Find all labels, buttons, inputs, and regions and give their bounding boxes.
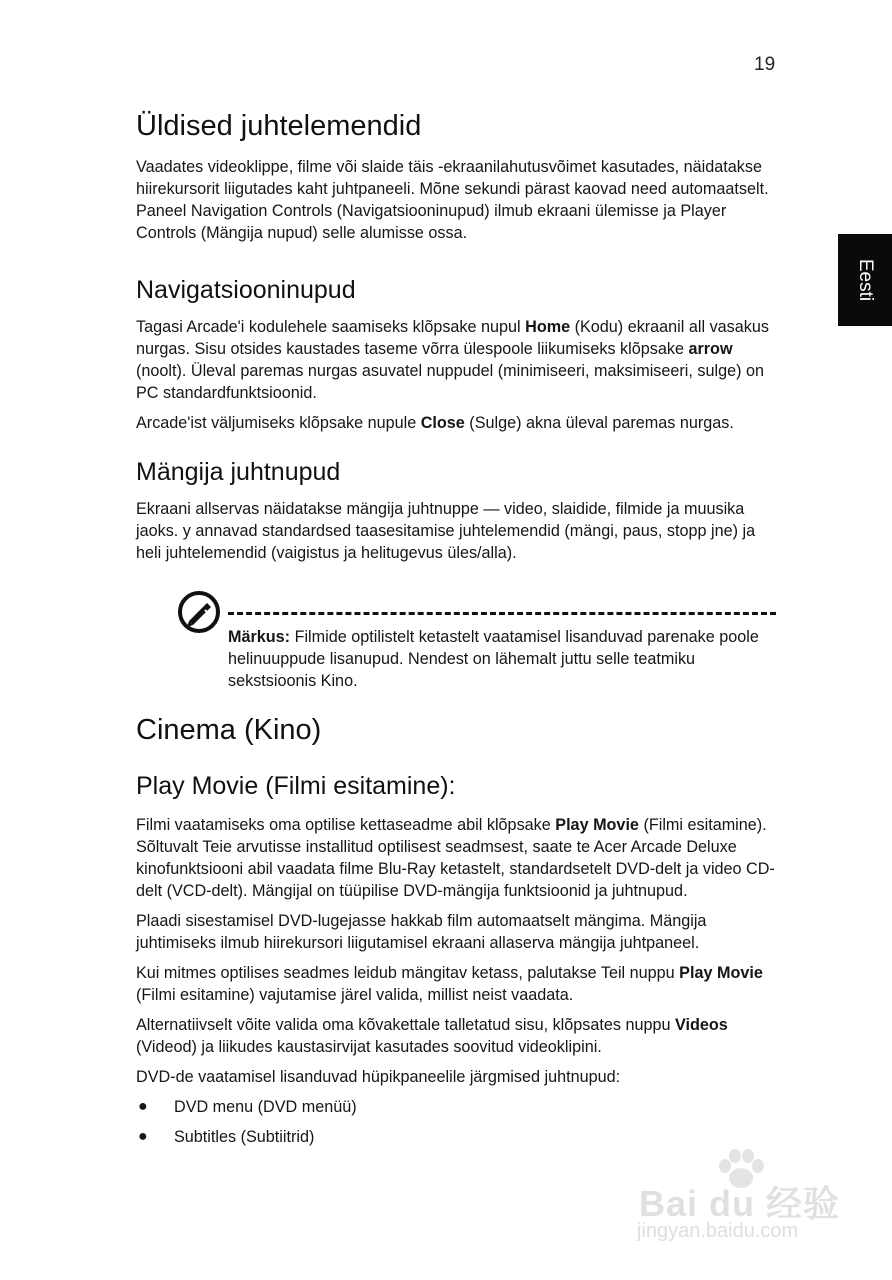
heading-general-controls: Üldised juhtelemendid [136,110,422,142]
videos-term: Videos [675,1016,728,1034]
home-term: Home [525,318,571,336]
heading-play-movie: Play Movie (Filmi esitamine): [136,772,456,800]
play-movie-paragraph-1: Filmi vaatamiseks oma optilise kettaseadme abil klõpsake Play Movie (Filmi esitamine). Sõltuvalt Teie arvutisse installitud optilisest seadmsest, saate te Acer Arcade Deluxe kinofunktsiooni abil vaadata filme Blu-Ray ketastelt, standardsetelt DVD-delt ja video CD-delt (VCD-delt). Mängijal on tüüpilise DVD-mängija funktsioonid ja juhtnupud. [136,816,775,900]
play-movie-paragraph-2: Plaadi sisestamisel DVD-lugejasse hakkab film automaatselt mängima. Mängija juhtimiseks ilmub hiirekursori liigutamisel ekraani allaserva mängija juhtpaneel. [136,912,707,952]
heading-player-controls: Mängija juhtnupud [136,458,341,486]
note-box [136,586,776,698]
play-movie-term-2: Play Movie [679,964,763,982]
close-term: Close [420,414,465,432]
list-item: ● Subtitles (Subtiitrid) [138,1128,315,1146]
watermark-brand: Bai du 经验 [639,1183,841,1224]
heading-cinema: Cinema (Kino) [136,714,322,746]
general-controls-paragraph: Vaadates videoklippe, filme või slaide täis -ekraanilahutusvõimet kasutades, näidatakse hiirekursorit liigutades kaht juhtpaneeli. Mõne sekundi pärast kaovad need automaatselt. Paneel Navigation Controls (Navigatsiooninupud) ilmub ekraani ülemisse ja Player Controls (Mängija nupud) selle alumisse ossa. [136,158,769,242]
baidu-watermark [635,1148,845,1248]
page-number: 19 [754,54,776,75]
note-divider [228,612,776,615]
page-content [136,108,776,1156]
bullet-icon: ● [138,1098,148,1115]
watermark-url: jingyan.baidu.com [637,1220,799,1242]
play-movie-term: Play Movie [555,816,639,834]
language-tab-label: Eesti [855,258,876,302]
player-controls-paragraph: Ekraani allservas näidatakse mängija juhtnuppe — video, slaidide, filmide ja muusika jaoks. y annavad standardsed taasesitamise juhtelemendid (mängi, paus, stopp jne) ja heli juhtelemendid (vaigistus ja helitugevus üles/alla). [136,500,756,562]
dvd-controls-list [136,1096,776,1148]
navigation-paragraph-1: Tagasi Arcade'i kodulehele saamiseks klõpsake nupul Home (Kodu) ekraanil all vasakus nurgas. Sisu otsides kaustades taseme võrra ülespoole liikumiseks klõpsake arrow (noolt). Üleval paremas nurgas asuvatel nuppudel (minimiseeri, maksimiseeri, sulge) on PC standardfunktsioonid. [136,318,769,402]
note-text: Märkus: Filmide optilistelt ketastelt vaatamisel lisanduvad parenake poole helinuuppude lisanupud. Nendest on lähemalt juttu selle teatmiku sekstsioonis Kino. [228,628,759,690]
list-item: ● DVD menu (DVD menüü) [138,1098,357,1116]
arrow-term: arrow [688,340,733,358]
navigation-paragraph-2: Arcade'ist väljumiseks klõpsake nupule Close (Sulge) akna üleval paremas nurgas. [136,414,734,432]
note-pen-icon [176,589,222,635]
play-movie-paragraph-4: Alternatiivselt võite valida oma kõvakettale talletatud sisu, klõpsates nuppu Videos (Videod) ja liikudes kaustasirvijat kasutades soovitud videoklipini. [136,1016,728,1056]
play-movie-paragraph-5: DVD-de vaatamisel lisanduvad hüpikpaneelile järgmised juhtnupud: [136,1068,621,1086]
bullet-icon: ● [138,1128,148,1145]
note-label: Märkus: [228,628,291,646]
language-tab [838,234,892,326]
play-movie-paragraph-3: Kui mitmes optilises seadmes leidub mängitav ketass, palutakse Teil nuppu Play Movie (Filmi esitamine) vajutamise järel valida, millist neist vaadata. [136,964,763,1004]
heading-navigation-controls: Navigatsiooninupud [136,276,356,304]
